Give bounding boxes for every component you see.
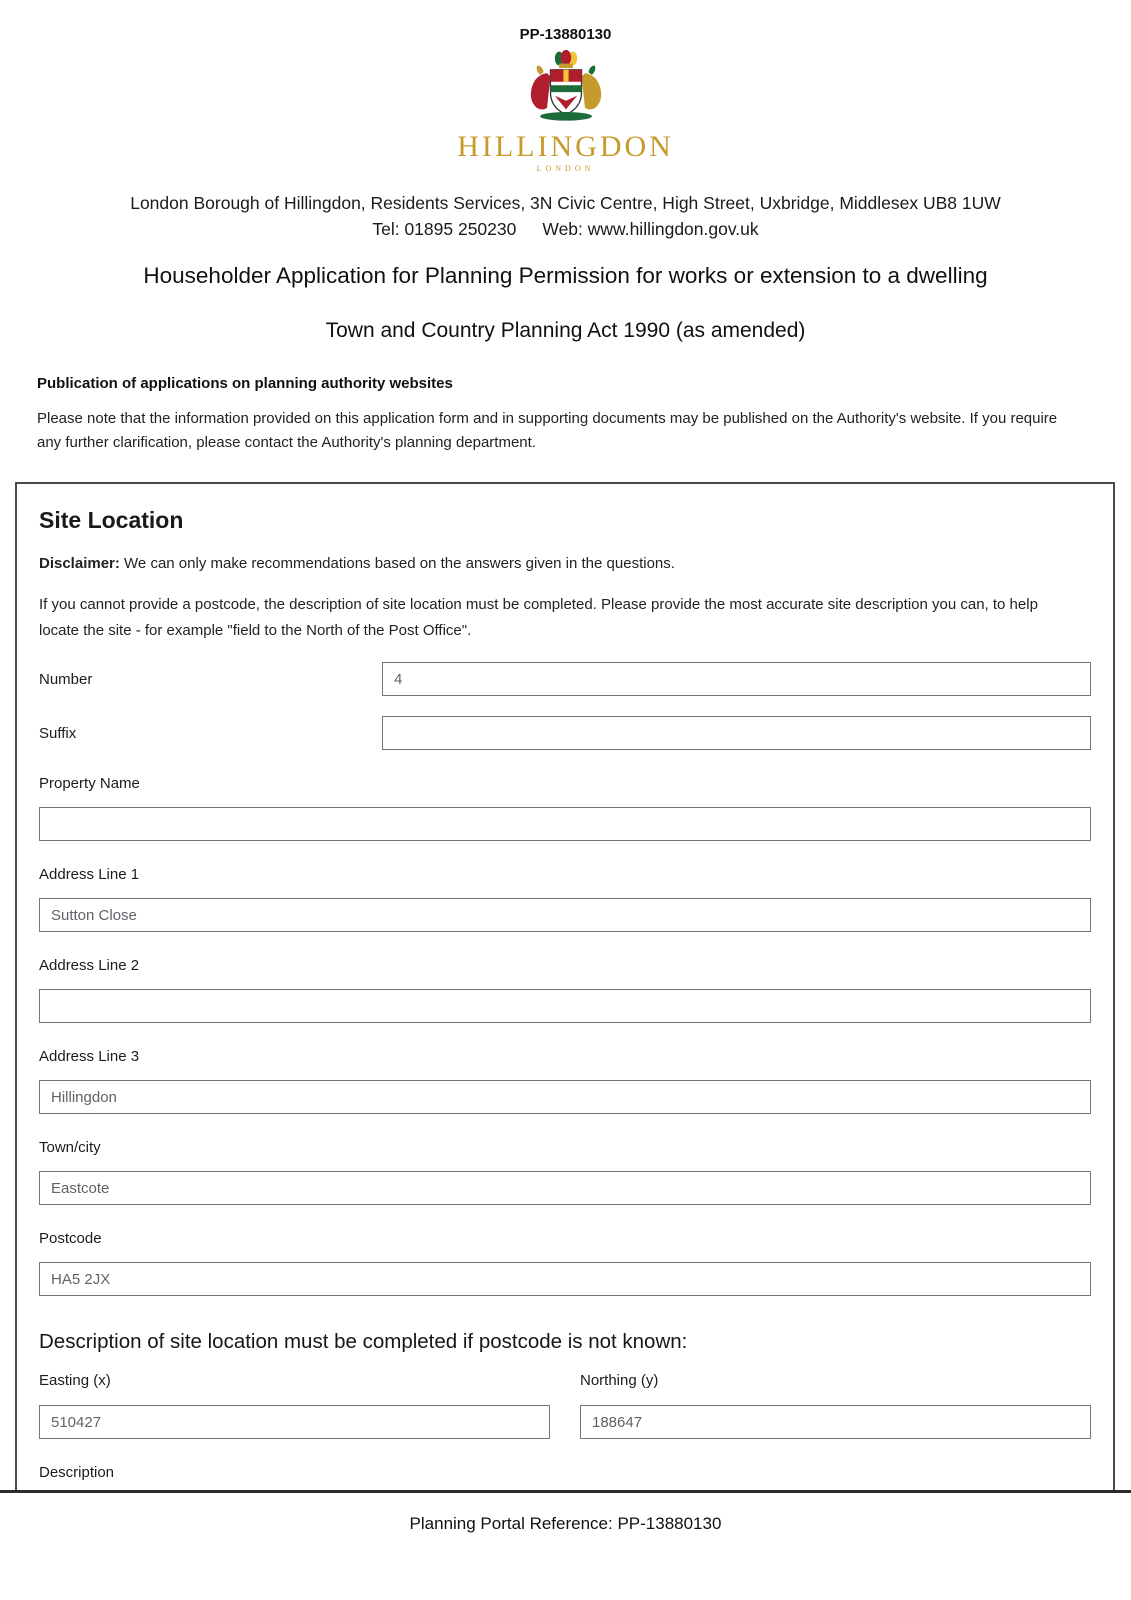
postcode-label: Postcode bbox=[39, 1230, 102, 1247]
hillingdon-wordmark: HILLINGDON bbox=[457, 130, 674, 163]
easting-label: Easting (x) bbox=[39, 1372, 111, 1389]
description-label: Description bbox=[39, 1464, 115, 1481]
town-city-label: Town/city bbox=[39, 1139, 101, 1156]
easting-input[interactable] bbox=[39, 1405, 550, 1439]
publication-heading: Publication of applications on planning authority websites bbox=[37, 374, 453, 392]
number-row bbox=[39, 662, 1091, 696]
publication-note: Please note that the information provided on this application form and in supporting documents may be published on the Authority's website. If you require any further clarification, please contact the Authority's planning department. bbox=[37, 409, 1058, 452]
authority-tel: Tel: 01895 250230 bbox=[372, 218, 517, 239]
disclaimer-line bbox=[39, 555, 1091, 572]
authority-web: Web: www.hillingdon.gov.uk bbox=[542, 218, 759, 239]
number-input[interactable] bbox=[382, 662, 1091, 696]
footer-reference: Planning Portal Reference: PP-13880130 bbox=[409, 1514, 722, 1533]
hillingdon-crest-logo bbox=[514, 49, 618, 131]
application-reference: PP-13880130 bbox=[519, 26, 612, 43]
address-line-1-label: Address Line 1 bbox=[39, 866, 140, 883]
address-line-3-label: Address Line 3 bbox=[39, 1048, 140, 1065]
document-subtitle: Town and Country Planning Act 1990 (as amended) bbox=[325, 318, 806, 342]
property-name-label: Property Name bbox=[39, 775, 140, 792]
page-divider bbox=[0, 1490, 1131, 1493]
address-line-2-input[interactable] bbox=[39, 989, 1091, 1023]
disclaimer-text: We can only make recommendations based on the answers given in the questions. bbox=[124, 555, 675, 572]
property-name-input[interactable] bbox=[39, 807, 1091, 841]
number-label: Number bbox=[39, 670, 93, 688]
northing-label: Northing (y) bbox=[580, 1372, 659, 1389]
hillingdon-wordmark-sub: LONDON bbox=[536, 163, 595, 173]
postcode-input[interactable] bbox=[39, 1262, 1091, 1296]
suffix-label: Suffix bbox=[39, 724, 77, 742]
coordinates-row bbox=[39, 1372, 1091, 1439]
easting-field bbox=[39, 1372, 550, 1439]
authority-contact bbox=[0, 219, 1131, 240]
northing-input[interactable] bbox=[580, 1405, 1091, 1439]
disclaimer-label: Disclaimer: bbox=[39, 555, 120, 572]
address-line-3-input[interactable] bbox=[39, 1080, 1091, 1114]
description-section-heading: Description of site location must be completed if postcode is not known: bbox=[39, 1330, 688, 1353]
town-city-input[interactable] bbox=[39, 1171, 1091, 1205]
address-line-2-label: Address Line 2 bbox=[39, 957, 140, 974]
address-line-1-input[interactable] bbox=[39, 898, 1091, 932]
site-location-heading: Site Location bbox=[39, 507, 184, 533]
suffix-input[interactable] bbox=[382, 716, 1091, 750]
postcode-note: If you cannot provide a postcode, the description of site location must be completed. Please provide the most accurate site description you can, to help locate the site - for example "field to the North of the Post Office". bbox=[39, 596, 1038, 639]
publication-section bbox=[37, 375, 1094, 457]
document-title: Householder Application for Planning Permission for works or extension to a dwelling bbox=[143, 262, 988, 288]
page-header bbox=[0, 0, 1131, 456]
site-location-section bbox=[15, 482, 1115, 1492]
northing-field bbox=[580, 1372, 1091, 1439]
suffix-row bbox=[39, 716, 1091, 750]
authority-address: London Borough of Hillingdon, Residents Services, 3N Civic Centre, High Street, Uxbridge, Middlesex UB8 1UW bbox=[130, 192, 1001, 213]
